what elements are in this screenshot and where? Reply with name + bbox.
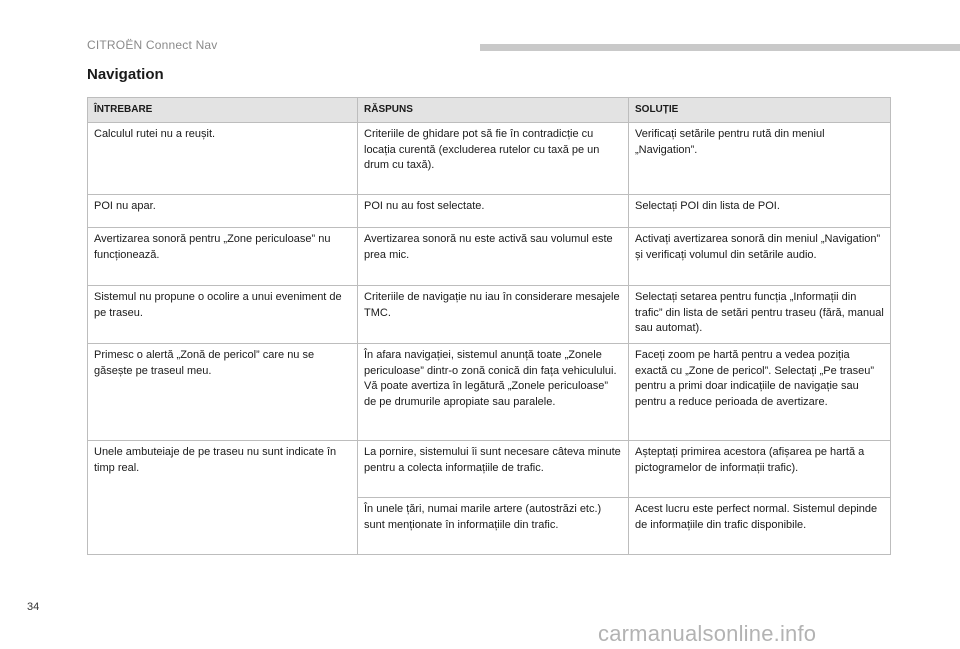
header-divider-bar xyxy=(480,44,960,51)
column-header-answer: RĂSPUNS xyxy=(358,98,629,123)
page-title: Navigation xyxy=(87,66,164,83)
answer-cell: Criteriile de navigație nu iau în considerare mesajele TMC. xyxy=(358,286,629,344)
column-header-solution: SOLUȚIE xyxy=(629,98,891,123)
solution-cell: Așteptați primirea acestora (afișarea pe hartă a pictogramelor de informații trafic). xyxy=(629,441,891,498)
question-cell: Calculul rutei nu a reușit. xyxy=(88,123,358,195)
solution-cell: Activați avertizarea sonoră din meniul „Navigation” și verificați volumul din setările audio. xyxy=(629,228,891,286)
answer-cell: În unele țări, numai marile artere (autostrăzi etc.) sunt menționate în informațiile din trafic. xyxy=(358,498,629,555)
page-number: 34 xyxy=(27,601,40,613)
question-cell: Unele ambuteiaje de pe traseu nu sunt indicate în timp real. xyxy=(88,441,358,555)
solution-cell: Selectați POI din lista de POI. xyxy=(629,195,891,228)
answer-cell: Avertizarea sonoră nu este activă sau volumul este prea mic. xyxy=(358,228,629,286)
table-row xyxy=(88,195,891,228)
answer-cell: Criteriile de ghidare pot să fie în contradicție cu locația curentă (excluderea rutelor cu taxă pe un drum cu taxă). xyxy=(358,123,629,195)
table-header-row xyxy=(88,98,891,123)
answer-cell: La pornire, sistemului îi sunt necesare câteva minute pentru a colecta informațiile de trafic. xyxy=(358,441,629,498)
brand-header: CITROËN Connect Nav xyxy=(87,38,218,52)
table-row xyxy=(88,441,891,498)
column-header-question: ÎNTREBARE xyxy=(88,98,358,123)
watermark: carmanualsonline.info xyxy=(598,621,817,646)
solution-cell: Selectați setarea pentru funcția „Informații din trafic” din lista de setări pentru traseu (fără, manual sau automat). xyxy=(629,286,891,344)
question-cell: Avertizarea sonoră pentru „Zone periculoase” nu funcționează. xyxy=(88,228,358,286)
answer-cell: POI nu au fost selectate. xyxy=(358,195,629,228)
table-row xyxy=(88,286,891,344)
table-row xyxy=(88,228,891,286)
solution-cell: Verificați setările pentru rută din meniul „Navigation”. xyxy=(629,123,891,195)
question-cell: Primesc o alertă „Zonă de pericol” care nu se găsește pe traseul meu. xyxy=(88,344,358,441)
answer-cell: În afara navigației, sistemul anunță toate „Zonele periculoase” dintr-o zonă conică din fața vehiculului. Vă poate avertiza în legătură „Zonele periculoase” de pe drumurile apropiate sau paralele. xyxy=(358,344,629,441)
solution-cell: Faceți zoom pe hartă pentru a vedea poziția exactă cu „Zone de pericol”. Selectați „Pe traseu” pentru a primi doar indicațiile de navigație sau pentru a reduce perioada de avertizare. xyxy=(629,344,891,441)
question-cell: POI nu apar. xyxy=(88,195,358,228)
faq-table xyxy=(87,97,891,555)
table-row xyxy=(88,123,891,195)
solution-cell: Acest lucru este perfect normal. Sistemul depinde de informațiile din trafic disponibile. xyxy=(629,498,891,555)
table-row xyxy=(88,344,891,441)
question-cell: Sistemul nu propune o ocolire a unui eveniment de pe traseu. xyxy=(88,286,358,344)
